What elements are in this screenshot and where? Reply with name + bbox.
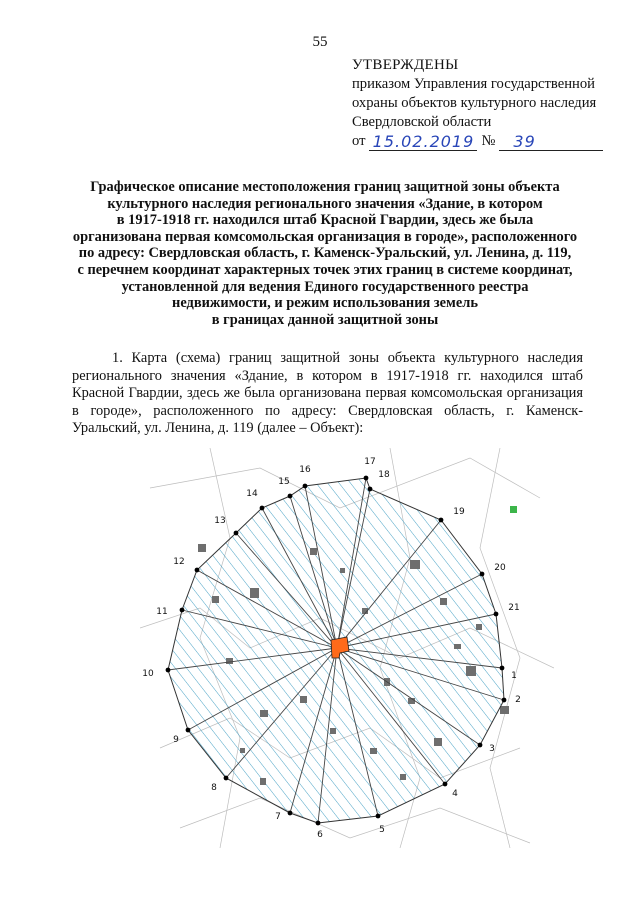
zone-vertex-label: 10 xyxy=(142,669,154,679)
zone-vertex-label: 12 xyxy=(173,557,185,567)
zone-vertex-label: 2 xyxy=(515,695,521,705)
title-line: организована первая комсомольская организация в городе», расположенного xyxy=(72,228,578,245)
zone-vertex-label: 9 xyxy=(173,735,179,745)
zone-vertex xyxy=(494,612,499,617)
title-line: по адресу: Свердловская область, г. Каменск-Уральский, ул. Ленина, д. 119, xyxy=(78,245,572,262)
zone-vertex xyxy=(500,666,505,671)
zone-vertex xyxy=(303,484,308,489)
title-line: установленной для ведения Единого государственного реестра xyxy=(121,278,529,295)
page-number: 55 xyxy=(312,34,328,50)
zone-vertex-label: 21 xyxy=(508,603,520,613)
title-line: в границах данной защитной зоны xyxy=(211,311,439,328)
building-footprint xyxy=(330,728,336,734)
title-line: Графическое описание местоположения границ защитной зоны объекта xyxy=(90,179,560,195)
zone-vertex xyxy=(316,821,321,826)
zone-vertex xyxy=(195,568,200,573)
building-footprint xyxy=(260,778,266,785)
building-footprint xyxy=(410,560,420,569)
green-marker xyxy=(510,506,517,513)
paragraph-line: Уральский, ул. Ленина, д. 119 (далее – Объект): xyxy=(72,420,364,437)
zone-vertex-label: 7 xyxy=(275,812,281,822)
building-footprint xyxy=(310,548,317,555)
zone-vertex-label: 8 xyxy=(211,783,217,793)
building-footprint xyxy=(240,748,245,753)
zone-vertex xyxy=(260,506,265,511)
building-footprint xyxy=(212,596,219,603)
approval-heading: УТВЕРЖДЕНЫ xyxy=(352,57,459,73)
zone-vertex-label: 11 xyxy=(156,607,168,617)
zone-vertex xyxy=(166,668,171,673)
building-footprint xyxy=(340,568,345,573)
zone-vertex xyxy=(180,608,185,613)
zone-vertex-label: 14 xyxy=(246,489,258,499)
building-footprint xyxy=(476,624,482,630)
building-footprint xyxy=(434,738,442,746)
title-line: недвижимости, и режим использования земель xyxy=(172,295,478,312)
handwritten-date: 15.02.2019 xyxy=(369,133,477,151)
paragraph-line: 1. Карта (схема) границ защитной зоны объекта культурного наследия xyxy=(112,350,583,366)
zone-vertex-label: 6 xyxy=(317,830,323,840)
approval-line: Свердловской области xyxy=(352,114,492,130)
zone-vertex xyxy=(368,487,373,492)
building-footprint xyxy=(466,666,476,676)
paragraph-line: Красной Гвардии, здесь же была организована первая комсомольская организация xyxy=(72,385,583,402)
document-title xyxy=(62,179,588,328)
zone-vertex-label: 17 xyxy=(364,457,376,467)
zone-vertex xyxy=(443,782,448,787)
zone-vertex xyxy=(288,494,293,499)
building-footprint xyxy=(370,748,377,754)
building-footprint xyxy=(226,658,233,664)
paragraph-line: в городе», расположенного по адресу: Свердловская область, г. Каменск- xyxy=(72,402,583,419)
zone-vertex xyxy=(224,776,229,781)
title-line: в 1917-1918 гг. находился штаб Красной Гвардии, здесь же была xyxy=(116,212,534,229)
zone-vertex-label: 15 xyxy=(278,477,290,487)
building-footprint xyxy=(500,706,509,714)
zone-vertex xyxy=(439,518,444,523)
zone-vertex xyxy=(478,743,483,748)
building-footprint xyxy=(440,598,447,605)
approval-date-number-row xyxy=(352,132,622,151)
zone-vertex-label: 5 xyxy=(379,825,385,835)
zone-vertex xyxy=(480,572,485,577)
zone-vertex xyxy=(364,476,369,481)
zone-vertex-label: 3 xyxy=(489,744,495,754)
title-line: с перечнем координат характерных точек этих границ в системе координат, xyxy=(77,261,573,278)
zone-vertex-label: 13 xyxy=(214,516,226,526)
zone-map-svg xyxy=(140,448,554,848)
date-prefix: от xyxy=(352,133,366,149)
zone-vertex-label: 16 xyxy=(299,465,311,475)
handwritten-number: 39 xyxy=(499,133,603,151)
building-footprint xyxy=(250,588,259,598)
protection-zone-map xyxy=(140,448,554,848)
zone-vertex xyxy=(234,531,239,536)
approval-block xyxy=(352,56,622,151)
zone-vertex xyxy=(186,728,191,733)
zone-vertex-label: 1 xyxy=(511,671,517,681)
paragraph-line: регионального значения «Здание, в котором в 1917-1918 гг. находился штаб xyxy=(72,367,583,384)
approval-line: охраны объектов культурного наследия xyxy=(352,95,597,111)
zone-vertex-label: 19 xyxy=(453,507,465,517)
zone-vertex-label: 4 xyxy=(452,789,458,799)
number-prefix: № xyxy=(481,133,496,149)
body-paragraph xyxy=(72,350,583,438)
title-line: культурного наследия регионального значения «Здание, в котором xyxy=(107,195,543,212)
building-footprint xyxy=(400,774,406,780)
building-footprint xyxy=(198,544,206,552)
building-footprint xyxy=(454,644,461,649)
building-footprint xyxy=(300,696,307,703)
zone-vertex xyxy=(502,698,507,703)
zone-vertex-label: 18 xyxy=(378,470,390,480)
building-footprint xyxy=(260,710,268,717)
approval-line: приказом Управления государственной xyxy=(352,76,595,92)
zone-vertex xyxy=(376,814,381,819)
zone-vertex-label: 20 xyxy=(494,563,506,573)
zone-vertex xyxy=(288,811,293,816)
